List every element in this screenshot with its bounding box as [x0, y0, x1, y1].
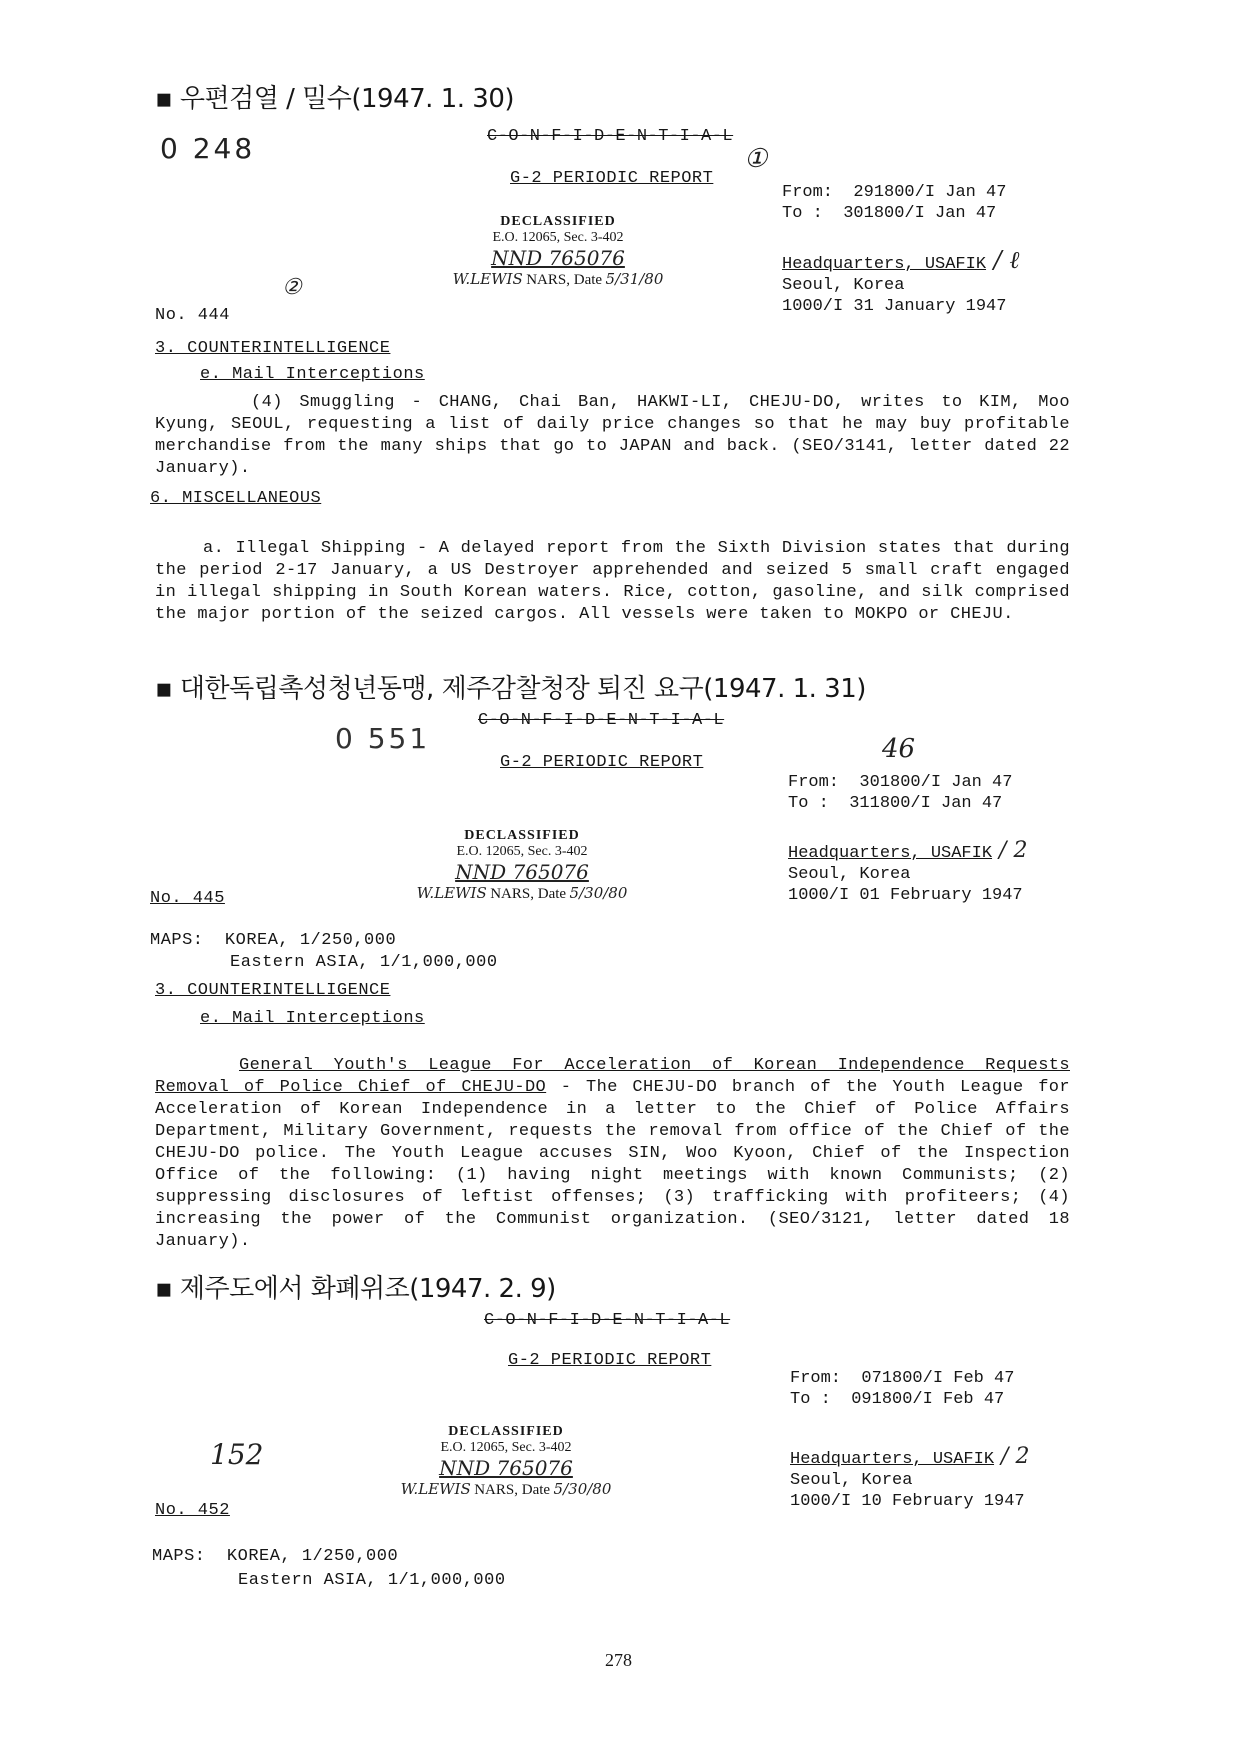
- stamp-signature: W.LEWIS: [452, 270, 523, 288]
- stamp-date: 5/30/80: [553, 1480, 612, 1498]
- stamp-authority: E.O. 12065, Sec. 3-402: [440, 1440, 572, 1455]
- declassified-stamp: [436, 214, 680, 289]
- report-title: G-2 PERIODIC REPORT: [508, 1351, 712, 1370]
- report-title: G-2 PERIODIC REPORT: [500, 753, 704, 772]
- handwritten-annotation: 46: [882, 734, 916, 764]
- stamp-signature: W.LEWIS: [400, 1480, 471, 1498]
- paragraph-illegal-shipping: a. Illegal Shipping - A delayed report from the Sixth Division states that during the period 2-17 January, a US Destroyer apprehended and seized 5 small craft engaged in illegal shipping in South Korean waters. Rice, cotton, gasoline, and silk comprised the major portion of the seized cargos. All vessels were taken to MOKPO or CHEJU.: [155, 539, 1070, 624]
- classification-mark: C-O-N-F-I-D-E-N-T-I-A-L: [487, 127, 734, 146]
- stamp-authority: E.O. 12065, Sec. 3-402: [492, 230, 624, 245]
- from-value: 071800/I Feb 47: [861, 1369, 1015, 1388]
- report-origin: Headquarters, USAFIK / 2 Seoul, Korea 1000/I 10 February 1947: [790, 1444, 1030, 1511]
- stamp-date-label: NARS, Date: [474, 1482, 551, 1498]
- from-label: From:: [782, 183, 834, 202]
- maps-block: [150, 930, 396, 952]
- handwritten-mark: ①: [744, 144, 768, 174]
- section-head: 3. COUNTERINTELLIGENCE: [155, 339, 391, 358]
- declassified-stamp: [384, 1424, 628, 1499]
- item-text: - The CHEJU-DO branch of the Youth League for Acceleration of Korean Independence in a letter to the Chief of Police Affairs Department, Military Government, requests the removal from office of the Chief of the CHEJU-DO police. The Youth League accuses SIN, Woo Kyoon, Chief of the Inspection Office of the following: (1) having night meetings with known Communists; (2) suppressing disclosures of leftist offenses; (3) trafficking with profiteers; (4) increasing the power of the Communist organization. (SEO/3121, letter dated 18 January).: [155, 1078, 1070, 1251]
- report-date: 1000/I 01 February 1947: [788, 886, 1023, 905]
- stamp-date-label: NARS, Date: [526, 272, 603, 288]
- subsection-head: e. Mail Interceptions: [200, 365, 425, 384]
- location: Seoul, Korea: [788, 865, 911, 884]
- report-date: 1000/I 10 February 1947: [790, 1492, 1025, 1511]
- stamp-nnd: NND 765076: [439, 1456, 573, 1480]
- from-value: 291800/I Jan 47: [853, 183, 1007, 202]
- stamp-title: DECLASSIFIED: [500, 214, 616, 229]
- section-head: 3. COUNTERINTELLIGENCE: [155, 981, 391, 1000]
- report-title: G-2 PERIODIC REPORT: [510, 169, 714, 188]
- report-number: No. 445: [150, 889, 225, 908]
- section-heading: ▪ 우편검열 / 밀수(1947. 1. 30): [155, 84, 515, 114]
- maps-block: [152, 1546, 398, 1568]
- handwritten-annotation: 152: [210, 1438, 264, 1471]
- stamp-date: 5/31/80: [605, 270, 664, 288]
- item-title: General Youth's League For Acceleration of Korean Independence Requests Removal of Police Chief of CHEJU-DO: [155, 1056, 1070, 1097]
- location: Seoul, Korea: [782, 276, 905, 295]
- classification-mark: C-O-N-F-I-D-E-N-T-I-A-L: [478, 711, 725, 730]
- to-value: 311800/I Jan 47: [849, 794, 1003, 813]
- section-head-misc: 6. MISCELLANEOUS: [150, 489, 322, 508]
- to-label: To :: [782, 204, 823, 223]
- stamp-date: 5/30/80: [569, 884, 628, 902]
- report-number: No. 452: [155, 1501, 230, 1520]
- maps-line-1: KOREA, 1/250,000: [224, 931, 397, 950]
- maps-label: MAPS:: [150, 931, 204, 950]
- report-date: 1000/I 31 January 1947: [782, 297, 1007, 316]
- to-label: To :: [790, 1390, 831, 1409]
- report-period: [782, 182, 1006, 224]
- maps-label: MAPS:: [152, 1547, 206, 1566]
- from-label: From:: [788, 773, 840, 792]
- headquarters: Headquarters, USAFIK: [790, 1450, 995, 1469]
- maps-line-2: Eastern ASIA, 1/1,000,000: [238, 1571, 506, 1590]
- headquarters: Headquarters, USAFIK: [788, 844, 993, 863]
- to-value: 091800/I Feb 47: [851, 1390, 1005, 1409]
- section-heading: ▪ 제주도에서 화폐위조(1947. 2. 9): [155, 1274, 556, 1304]
- section-heading: ▪ 대한독립촉성청년동맹, 제주감찰청장 퇴진 요구(1947. 1. 31): [155, 674, 866, 704]
- classification-mark: C-O-N-F-I-D-E-N-T-I-A-L: [484, 1311, 731, 1330]
- archive-number: 0 248: [160, 132, 256, 165]
- archive-number: 0 551: [335, 722, 431, 755]
- stamp-date-label: NARS, Date: [490, 886, 567, 902]
- stamp-title: DECLASSIFIED: [464, 828, 580, 843]
- stamp-nnd: NND 765076: [491, 246, 625, 270]
- paragraph-youth-league: [155, 1055, 1070, 1253]
- stamp-title: DECLASSIFIED: [448, 1424, 564, 1439]
- report-period: [790, 1368, 1014, 1410]
- report-number: No. 444: [155, 306, 230, 325]
- stamp-authority: E.O. 12065, Sec. 3-402: [456, 844, 588, 859]
- maps-line-1: KOREA, 1/250,000: [226, 1547, 399, 1566]
- subsection-head: e. Mail Interceptions: [200, 1009, 425, 1028]
- declassified-stamp: [400, 828, 644, 903]
- stamp-nnd: NND 765076: [455, 860, 589, 884]
- to-value: 301800/I Jan 47: [843, 204, 997, 223]
- location: Seoul, Korea: [790, 1471, 913, 1490]
- paragraph-smuggling: (4) Smuggling - CHANG, Chai Ban, HAKWI-LI, CHEJU-DO, writes to KIM, Moo Kyung, SEOUL, requesting a list of daily price changes so that he may buy profitable merchandise from the many ships that go to JAPAN and back. (SEO/3141, letter dated 22 January).: [155, 393, 1070, 478]
- stamp-signature: W.LEWIS: [416, 884, 487, 902]
- to-label: To :: [788, 794, 829, 813]
- report-period: [788, 772, 1012, 814]
- headquarters: Headquarters, USAFIK: [782, 255, 987, 274]
- maps-line-2: Eastern ASIA, 1/1,000,000: [230, 953, 498, 972]
- from-label: From:: [790, 1369, 842, 1388]
- from-value: 301800/I Jan 47: [859, 773, 1013, 792]
- report-origin: Headquarters, USAFIK / 2 Seoul, Korea 1000/I 01 February 1947: [788, 838, 1028, 905]
- report-origin: Headquarters, USAFIK / ℓ Seoul, Korea 1000/I 31 January 1947: [782, 246, 1020, 316]
- page-number: 278: [605, 1650, 632, 1670]
- handwritten-circle-mark: ②: [282, 275, 302, 300]
